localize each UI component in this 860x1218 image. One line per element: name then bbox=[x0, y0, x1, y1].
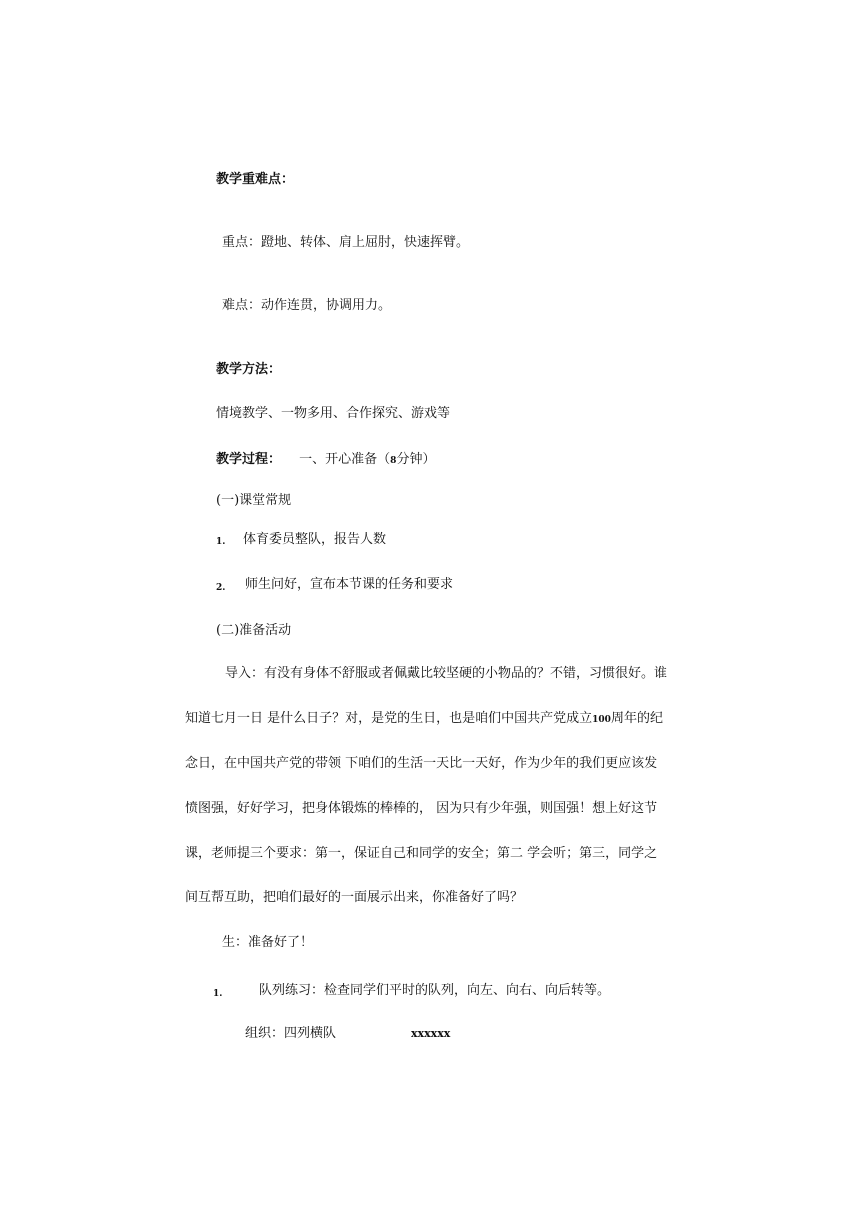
difficult-point-text: 难点：动作连贯，协调用力。 bbox=[222, 298, 392, 313]
organize-label: 组织：四列横队 bbox=[245, 1026, 337, 1041]
intro-line-2: 知道七月一日 是什么日子？对，是党的生日，也是咱们中国共产党成立100周年的纪 bbox=[185, 711, 663, 726]
process-heading: 教学过程： bbox=[216, 452, 282, 467]
key-points-heading: 教学重难点： bbox=[216, 172, 295, 187]
s2-item1-number: 1. bbox=[213, 989, 223, 999]
section1-title: (一)课堂常规 bbox=[216, 493, 292, 508]
process-part-title: 一、开心准备（8分钟） bbox=[299, 452, 436, 467]
process-line bbox=[216, 451, 435, 470]
intro-line-1: 导入：有没有身体不舒服或者佩戴比较坚硬的小物品的？不错，习惯很好。谁 bbox=[225, 666, 668, 681]
intro-line-6: 间互帮互助，把咱们最好的一面展示出来，你准备好了吗？ bbox=[185, 890, 524, 905]
s1-item1-text: 体育委员整队，报告人数 bbox=[243, 532, 387, 547]
key-point-text: 重点：蹬地、转体、肩上屈肘，快速挥臂。 bbox=[222, 235, 470, 250]
s1-item1-number: 1. bbox=[216, 537, 226, 547]
methods-text: 情境教学、一物多用、合作探究、游戏等 bbox=[216, 406, 451, 421]
student-reply: 生：准备好了！ bbox=[222, 935, 314, 950]
intro-line-5: 课，老师提三个要求：第一，保证自己和同学的安全；第二 学会听；第三，同学之 bbox=[185, 846, 658, 861]
intro-line-3: 念日，在中国共产党的带领 下咱们的生活一天比一天好，作为少年的我们更应该发 bbox=[185, 756, 658, 771]
formation-marks: xxxxxx bbox=[411, 1027, 451, 1040]
s2-item1-text: 队列练习：检查同学们平时的队列，向左、向右、向后转等。 bbox=[259, 983, 611, 998]
methods-heading: 教学方法： bbox=[216, 362, 282, 377]
s1-item2-text: 师生问好，宣布本节课的任务和要求 bbox=[245, 577, 454, 592]
intro-paragraph bbox=[185, 665, 685, 915]
s1-item2-number: 2. bbox=[216, 583, 226, 593]
section2-title: (二)准备活动 bbox=[216, 623, 292, 638]
intro-line-4: 愤图强，好好学习，把身体锻炼的棒棒的， 因为只有少年强，则国强！想上好这节 bbox=[185, 801, 658, 816]
